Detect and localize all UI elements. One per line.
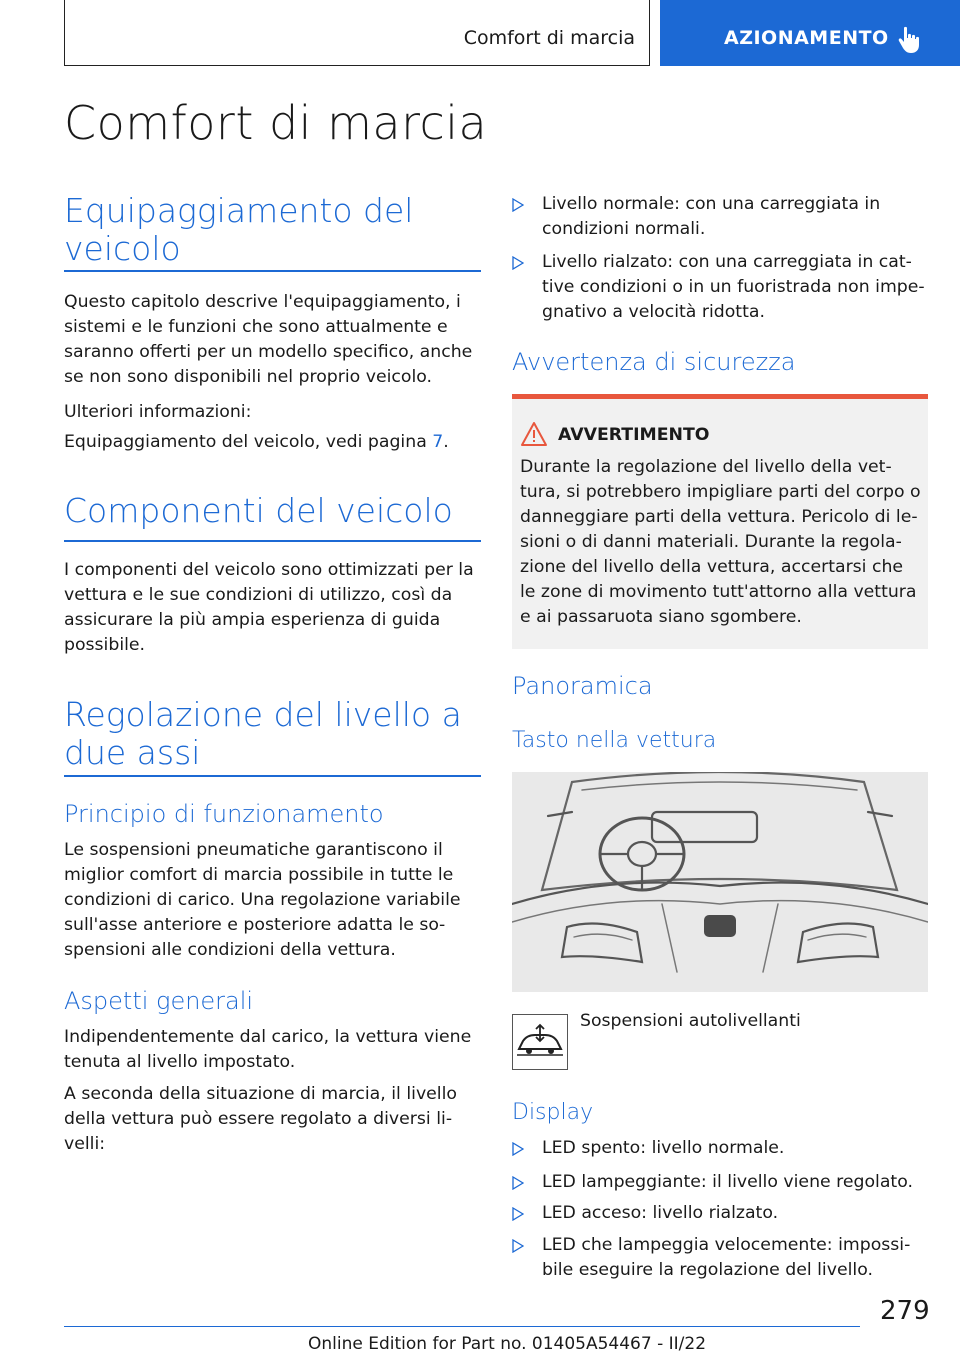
paragraph-generali-1: Indipendentemente dal carico, la vettura viene tenuta al livello impostato. [64, 1027, 472, 1072]
heading-aspetti-generali: Aspetti generali [64, 987, 254, 1015]
heading-principio: Principio di funzionamento [64, 800, 384, 828]
list-item [512, 1201, 928, 1226]
list-item [512, 1170, 928, 1195]
list-item [512, 1233, 928, 1283]
list-item-text: LED che lampeggia velocemente: impossibile eseguire la regolazione del livello. [542, 1235, 911, 1280]
level-button [704, 915, 736, 937]
list-item-text: Livello rialzato: con una carreggiata in cattive condizioni o in un fuoristrada non impegnativo a velocità ridotta. [542, 252, 925, 322]
paragraph-generali-2: A seconda della situazione di marcia, il livello della vettura può essere regolato a diversi livelli: [64, 1084, 457, 1154]
footer-rule [64, 1326, 860, 1327]
chapter-tab[interactable] [660, 0, 960, 66]
page-link-7[interactable]: 7 [432, 432, 444, 452]
paragraph-equip-3 [64, 430, 481, 455]
heading-rule [64, 540, 481, 542]
triangle-bullet-icon [512, 1239, 524, 1253]
chapter-tab-label: AZIONAMENTO [724, 27, 889, 49]
triangle-bullet-icon [512, 1176, 524, 1190]
paragraph-comp-1: I componenti del veicolo sono ottimizzati per la vettura e le sue condizioni di utilizzo, così da assicurare la più ampia esperienza di guida possibile. [64, 560, 474, 655]
list-item-text: LED spento: livello normale. [542, 1138, 785, 1158]
heading-componenti: Componenti del veicolo [64, 491, 453, 530]
page-number: 279 [880, 1296, 930, 1326]
heading-rule [64, 270, 481, 272]
heading-display: Display [512, 1100, 594, 1125]
list-item [512, 250, 928, 325]
heading-equipaggiamento: Equipaggiamento del veicolo [64, 191, 414, 268]
list-item [512, 192, 928, 242]
suspension-symbol-box [512, 1014, 568, 1070]
triangle-bullet-icon [512, 1142, 524, 1156]
warning-triangle-icon [520, 421, 548, 447]
list-item-text: Livello normale: con una carreggiata in condizioni normali. [542, 194, 881, 239]
heading-tasto: Tasto nella vettura [512, 728, 717, 753]
page-title: Comfort di marcia [64, 96, 488, 150]
heading-panoramica: Panoramica [512, 672, 653, 700]
list-item-text: LED acceso: livello rialzato. [542, 1203, 779, 1223]
header-section-title: Comfort di marcia [463, 27, 635, 49]
triangle-bullet-icon [512, 256, 524, 270]
heading-avvertenza: Avvertenza di sicurezza [512, 348, 796, 376]
car-interior-illustration [512, 772, 928, 992]
list-item [512, 1136, 928, 1161]
warning-title: AVVERTIMENTO [558, 425, 710, 445]
heading-regolazione: Regolazione del livello a due assi [64, 695, 462, 772]
list-item-text: LED lampeggiante: il livello viene regolato. [542, 1172, 913, 1192]
triangle-bullet-icon [512, 1207, 524, 1221]
triangle-bullet-icon [512, 198, 524, 212]
hand-pointer-icon [898, 26, 924, 54]
header-section-box [64, 0, 650, 66]
paragraph-equip-3-text: Equipaggiamento del veicolo, vedi pagina [64, 432, 433, 452]
car-lift-icon [513, 1015, 567, 1069]
symbol-label: Sospensioni autolivellanti [580, 1011, 801, 1031]
footer-edition: Online Edition for Part no. 01405A54467 - II/22 [308, 1334, 707, 1354]
warning-text: Durante la regolazione del livello della vettura, si potrebbero impigliare parti del corpo o danneggiare parti della vettura. Pericolo di lesioni o di danni materiali. Durante la regolazione del livello della vettura, accertarsi che le zone di movimento tutt'attorno alla vettura e ai passaruota siano sgombere. [520, 457, 921, 627]
warning-box [512, 394, 928, 649]
dashboard-drawing [512, 772, 928, 992]
paragraph-equip-1: Questo capitolo descrive l'equipaggiamento, i sistemi e le funzioni che sono attualmente e saranno offerti per un modello specifico, anche se non sono disponibili nel proprio veicolo. [64, 292, 473, 387]
paragraph-equip-2: Ulteriori informazioni: [64, 402, 252, 422]
heading-rule [64, 775, 481, 777]
paragraph-equip-3-end: . [443, 432, 449, 452]
paragraph-principio-1: Le sospensioni pneumatiche garantiscono il miglior comfort di marcia possibile in tutte le condizioni di carico. Una regolazione variabile sull'asse anteriore e posteriore adatta le sospensioni alle condizioni della vettura. [64, 840, 461, 960]
